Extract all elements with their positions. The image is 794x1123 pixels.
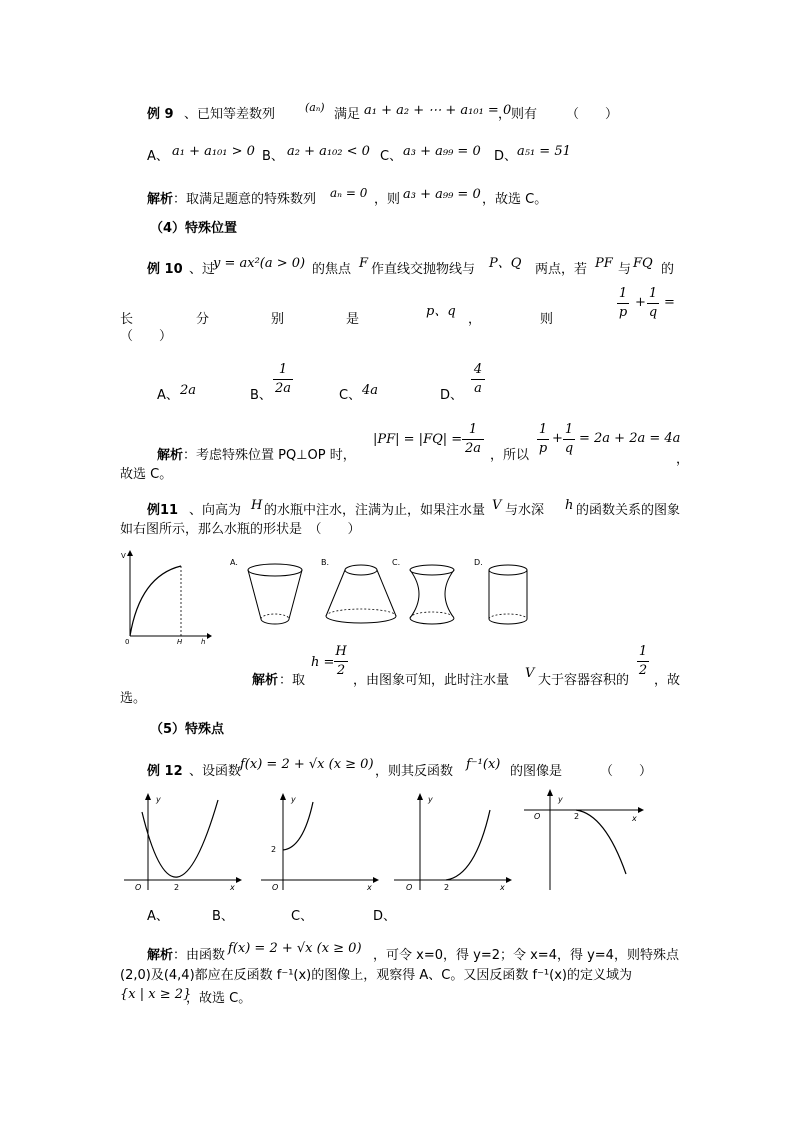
ex12-func: f(x) = 2 + √x (x ≥ 0) (240, 757, 374, 772)
ex10-stem-d: 两点，若 (535, 262, 588, 277)
ex10-frac-1q: 1 q (648, 286, 658, 320)
ex12-opt-d: D、 (373, 909, 397, 924)
ex12-stem-c: 的图像是 (510, 764, 563, 779)
ex11-sol-m1: h = (311, 655, 335, 670)
ex9-stem-c: ，则有 (498, 107, 538, 122)
ex12-opt-c: C、 (291, 909, 314, 924)
ex9-cond: a₁ + a₂ + ⋯ + a₁₀₁ = 0 (364, 103, 512, 118)
ex10-curve: y = ax²(a > 0) (213, 256, 306, 271)
ex9-opt-d: a₅₁ = 51 (517, 144, 571, 159)
ex11-V: V (492, 498, 502, 513)
ex10-opt-c: 4a (362, 383, 379, 398)
ex9-sol-b: ，则 (374, 192, 401, 207)
svg-text:O: O (135, 883, 142, 892)
svg-text:y: y (428, 795, 433, 804)
ex11-sol-V: V (525, 666, 535, 681)
ex12-opt-a: A、 (147, 909, 169, 924)
svg-text:x: x (500, 883, 505, 892)
ex11-sol-e: 选 (120, 691, 134, 706)
svg-text:y: y (156, 795, 161, 804)
ex12-graph-d (520, 788, 650, 894)
ex11-sol-b: ，由图象可知，此时注水量 (353, 673, 510, 688)
ex10-FQ: FQ (633, 256, 653, 271)
ex10-sol-m2: = 2a + 2a = 4a (579, 431, 681, 446)
ex12-sol-c: ，故选 C。 (186, 991, 252, 1006)
ex12-stem-b: ，则其反函数 (375, 764, 454, 779)
ex12-stem-a: 、设函数 (189, 764, 242, 779)
ex11-graph-origin: 0 (125, 638, 130, 646)
svg-text:x: x (367, 883, 372, 892)
ex12-sol-line2: (2,0)及(4,4)都应在反函数 f⁻¹(x)的图像上，观察得 A、C。又因反函数 f⁻¹(x)的定义域为 (120, 968, 632, 983)
ex9-stem-a: 、已知等差数列 (184, 107, 276, 122)
ex10-paren: （ ） (120, 329, 173, 344)
ex10-de: 的 (661, 262, 675, 277)
ex10-opt-c-label: C、 (339, 388, 362, 403)
svg-text:y: y (558, 795, 563, 804)
ex10-sol-frac-1q: 1 q (564, 422, 574, 456)
ex9-opt-c: a₃ + a₉₉ = 0 (403, 144, 481, 159)
ex10-F: F (359, 256, 369, 271)
ex10-sol-label: 解析 (157, 448, 184, 463)
ex12-graph-b (257, 788, 382, 894)
ex10-opt-a: 2a (180, 383, 197, 398)
ex10-plus: + (635, 295, 646, 310)
ex11-graph-h: h (201, 638, 206, 646)
ex9-sol-c: ，故选 C。 (482, 192, 548, 207)
svg-text:x: x (230, 883, 235, 892)
ex9-opt-b-label: B、 (262, 149, 284, 164)
ex9-sol-label: 解析 (147, 192, 174, 207)
ex12-opt-b: B、 (212, 909, 234, 924)
ex10-PQ: P、Q (489, 256, 522, 271)
ex11-stem-b: 的水瓶中注水，注满为止，如果注水量 (264, 503, 486, 518)
ex11-graph-H: H (177, 638, 183, 646)
ex11-stem-d: 的函数关系的图象 (576, 503, 681, 518)
ex10-eq: = (664, 295, 675, 310)
ex10-stem-c: 作直线交抛物线与 (371, 262, 476, 277)
ex11-sol-c: 大于容器容积的 (538, 673, 630, 688)
ex9-opt-a: a₁ + a₁₀₁ > 0 (172, 144, 255, 159)
ex12-paren: （ ） (600, 764, 653, 779)
ex11-vh-graph (115, 548, 215, 648)
ex9-sol-m1: aₙ = 0 (330, 186, 368, 200)
ex10-sol-b: ，所以 (490, 448, 530, 463)
svg-text:O: O (534, 812, 541, 821)
section-4-heading: （4）特殊位置 (150, 221, 238, 236)
ex10-sol-d: 故选 C。 (120, 467, 173, 482)
ex11-sol-label: 解析 (252, 673, 279, 688)
ex10-bie: 别 (271, 312, 285, 327)
ex10-opt-b-label: B、 (250, 388, 272, 403)
ex10-opt-d: 4 a (471, 362, 485, 397)
ex10-sol-m1: |PF| = |FQ| = (373, 432, 463, 447)
ex9-opt-d-label: D、 (494, 149, 518, 164)
ex11-H: H (251, 498, 263, 513)
ex11-sol-d: ，故 (654, 673, 681, 688)
ex10-fen: 分 (196, 312, 210, 327)
ex10-frac-1p: 1 p (618, 286, 628, 320)
ex12-sol-m1: f(x) = 2 + √x (x ≥ 0) (228, 941, 362, 956)
ex9-opt-b: a₂ + a₁₀₂ < 0 (287, 144, 370, 159)
ex9-seq: (aₙ) (305, 101, 325, 114)
ex11-bottle-shapes (228, 552, 553, 634)
ex12-inv: f⁻¹(x) (466, 757, 501, 772)
ex10-sol-frac-1p: 1 p (538, 422, 548, 456)
svg-text:O: O (406, 883, 413, 892)
svg-text:O: O (272, 883, 279, 892)
ex11-sol-a: ：取 (279, 673, 306, 688)
ex11-sol-frac-half: 1 2 (638, 644, 648, 678)
shape-c-label: C. (392, 558, 401, 567)
ex10-sol-plus: + (552, 431, 563, 446)
svg-text:x: x (632, 814, 637, 823)
ex11-line2: 如右图所示，那么水瓶的形状是 （ ） (120, 522, 361, 537)
ex11-stem-c: 与水深 (505, 503, 545, 518)
ex12-graph-c (390, 788, 515, 894)
ex10-chang: 长 (120, 312, 134, 327)
ex11-graph-v-label: V (121, 552, 126, 560)
ex10-PF: PF (595, 256, 613, 271)
svg-text:2: 2 (444, 883, 450, 892)
shape-a-label: A. (230, 558, 238, 567)
ex12-title: 例 12 (147, 764, 183, 779)
ex10-ze: 则 (540, 312, 554, 327)
ex9-sol-m2: a₃ + a₉₉ = 0 (403, 187, 481, 202)
ex12-graph-a (120, 788, 245, 894)
ex11-h: h (565, 498, 574, 513)
ex10-sol-c: ， (676, 452, 690, 467)
ex10-sol-frac: 1 2a (462, 422, 484, 457)
svg-text:2: 2 (271, 845, 277, 854)
ex9-opt-c-label: C、 (380, 149, 403, 164)
ex9-stem-b: 满足 (334, 107, 361, 122)
ex12-sol-a: ：由函数 (173, 948, 226, 963)
ex11-sol-frac-H2: H 2 (335, 644, 347, 678)
ex10-sol-a: ：考虑特殊位置 PQ⊥OP 时， (183, 448, 356, 463)
ex10-comma: ， (468, 312, 482, 327)
ex9-opt-a-label: A、 (147, 149, 169, 164)
ex10-yu: 与 (618, 262, 632, 277)
section-5-heading: （5）特殊点 (150, 722, 225, 737)
ex10-opt-b: 1 2a (274, 362, 292, 396)
ex10-stem-b: 的焦点 (312, 262, 352, 277)
shape-d-label: D. (474, 558, 483, 567)
ex11-sol-f: 。 (133, 691, 147, 706)
ex10-stem-a: 、过 (189, 262, 216, 277)
ex10-pq: p、q (426, 304, 456, 319)
ex11-stem-a: 、向高为 (189, 503, 242, 518)
ex9-sol-a: ：取满足题意的特殊数列 (173, 192, 317, 207)
ex12-sol-label: 解析 (147, 948, 174, 963)
ex12-sol-m2: {x | x ≥ 2} (120, 987, 192, 1002)
ex10-shi: 是 (346, 312, 360, 327)
svg-text:2: 2 (174, 883, 180, 892)
svg-text:y: y (291, 795, 296, 804)
ex11-title: 例11 (147, 503, 179, 518)
ex10-opt-a-label: A、 (157, 388, 179, 403)
svg-text:2: 2 (574, 812, 580, 821)
ex12-sol-b: ，可令 x=0，得 y=2；令 x=4，得 y=4，则特殊点 (373, 948, 679, 963)
ex9-paren: （ ） (566, 107, 619, 122)
shape-b-label: B. (321, 558, 330, 567)
ex10-opt-d-label: D、 (440, 388, 464, 403)
ex10-title: 例 10 (147, 262, 183, 277)
ex9-title: 例 9 (147, 107, 174, 122)
